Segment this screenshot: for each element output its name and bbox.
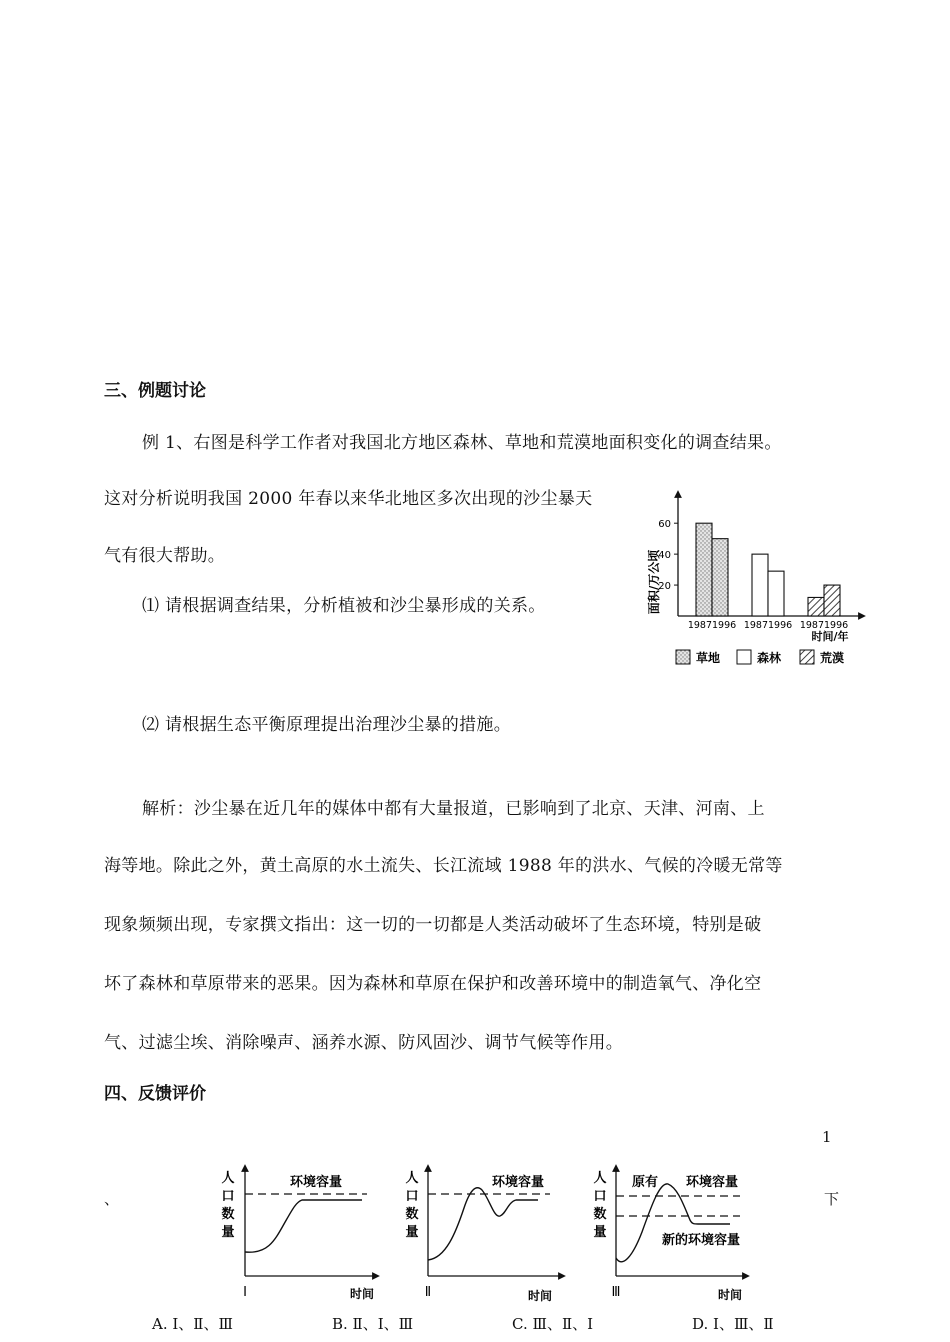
y-tick-label: 40	[658, 550, 671, 562]
graph1-ylabel-4: 量	[221, 1225, 235, 1240]
question-side-text: 下	[824, 1190, 840, 1208]
x-tick-label: 19871996	[743, 620, 793, 631]
analysis-line-4: 坏了森林和草原带来的恶果。因为森林和草原在保护和改善环境中的制造氧气、净化空	[104, 974, 762, 994]
question-number: 1	[822, 1128, 832, 1146]
y-tick-label: 20	[658, 581, 671, 593]
graph2-xlabel: 时间	[528, 1289, 553, 1303]
graph1-capacity-label: 环境容量	[290, 1175, 343, 1190]
option-c: C. Ⅲ、Ⅱ、Ⅰ	[512, 1315, 594, 1333]
graph2-ylabel-2: 口	[405, 1189, 419, 1204]
analysis-line-5: 气、过滤尘埃、消除噪声、涵养水源、防风固沙、调节气候等作用。	[104, 1033, 623, 1053]
legend-swatch-grass	[676, 650, 690, 664]
graph1-xlabel: 时间	[350, 1287, 375, 1301]
graph2-ylabel-3: 数	[405, 1207, 419, 1222]
bar-荒漠-1996	[824, 585, 840, 616]
graph3-capacity-label: 环境容量	[686, 1175, 739, 1190]
option-d: D. Ⅰ、Ⅲ、Ⅱ	[692, 1315, 774, 1333]
question-2: ⑵ 请根据生态平衡原理提出治理沙尘暴的措施。	[142, 715, 512, 735]
graph3-ylabel-3: 数	[593, 1207, 607, 1222]
question-mark: 、	[104, 1190, 120, 1208]
graph2-ylabel-4: 量	[405, 1225, 419, 1240]
y-tick-label: 60	[658, 519, 671, 531]
legend-swatch-forest	[737, 650, 751, 664]
chart-xlabel: 时间/年	[811, 630, 849, 643]
graph2-ylabel-1: 人	[405, 1171, 419, 1186]
section3-heading: 三、例题讨论	[104, 381, 206, 401]
population-graph-1	[212, 1162, 382, 1310]
graph3-ylabel-4: 量	[593, 1225, 607, 1240]
question-1: ⑴ 请根据调查结果，分析植被和沙尘暴形成的关系。	[142, 596, 546, 616]
option-b: B. Ⅱ、Ⅰ、Ⅲ	[332, 1315, 414, 1333]
analysis-line-1: 解析：沙尘暴在近几年的媒体中都有大量报道，已影响到了北京、天津、河南、上	[142, 799, 765, 819]
legend-grass: 草地	[696, 651, 721, 665]
legend-forest: 森林	[757, 651, 782, 665]
analysis-line-3: 现象频频出现，专家撰文指出：这一切的一切都是人类活动破坏了生态环境，特别是破	[104, 915, 762, 935]
population-graph-3	[586, 1162, 756, 1310]
x-tick-label: 19871996	[687, 620, 737, 631]
graph1-roman: Ⅰ	[243, 1285, 247, 1300]
x-tick-label: 19871996	[799, 620, 849, 631]
graph1-curve	[245, 1200, 362, 1252]
graph3-new-label: 新的环境容量	[662, 1233, 741, 1248]
bar-森林-1987	[752, 554, 768, 616]
analysis-line-2: 海等地。除此之外，黄土高原的水土流失、长江流域 1988 年的洪水、气候的冷暖无常等	[104, 856, 783, 876]
bar-荒漠-1987	[808, 597, 824, 616]
graph2-capacity-label: 环境容量	[492, 1175, 545, 1190]
example-line-1: 例 1、右图是科学工作者对我国北方地区森林、草地和荒漠地面积变化的调查结果。	[142, 433, 782, 453]
graph3-roman: Ⅲ	[611, 1285, 621, 1300]
example-line-3: 气有很大帮助。	[104, 546, 226, 566]
bar-草地-1996	[712, 539, 728, 616]
example-line-2: 这对分析说明我国 2000 年春以来华北地区多次出现的沙尘暴天	[104, 489, 593, 509]
graph3-ylabel-1: 人	[593, 1171, 607, 1186]
option-a: A. Ⅰ、Ⅱ、Ⅲ	[152, 1315, 233, 1333]
area-bar-chart	[640, 482, 880, 674]
graph1-ylabel-2: 口	[221, 1189, 235, 1204]
graph2-curve	[428, 1188, 538, 1260]
population-graph-2	[398, 1162, 568, 1310]
bar-森林-1996	[768, 571, 784, 616]
chart-ylabel: 面积/万公顷	[647, 549, 661, 615]
graph3-ylabel-2: 口	[593, 1189, 607, 1204]
legend-desert: 荒漠	[820, 651, 845, 665]
graph3-original-label: 原有	[632, 1175, 659, 1190]
graph1-ylabel-3: 数	[221, 1207, 235, 1222]
bar-草地-1987	[696, 523, 712, 616]
graph2-roman: Ⅱ	[424, 1285, 432, 1300]
graph1-ylabel-1: 人	[221, 1171, 235, 1186]
graph3-xlabel: 时间	[718, 1288, 743, 1302]
legend-swatch-desert	[800, 650, 814, 664]
section4-heading: 四、反馈评价	[104, 1084, 206, 1104]
